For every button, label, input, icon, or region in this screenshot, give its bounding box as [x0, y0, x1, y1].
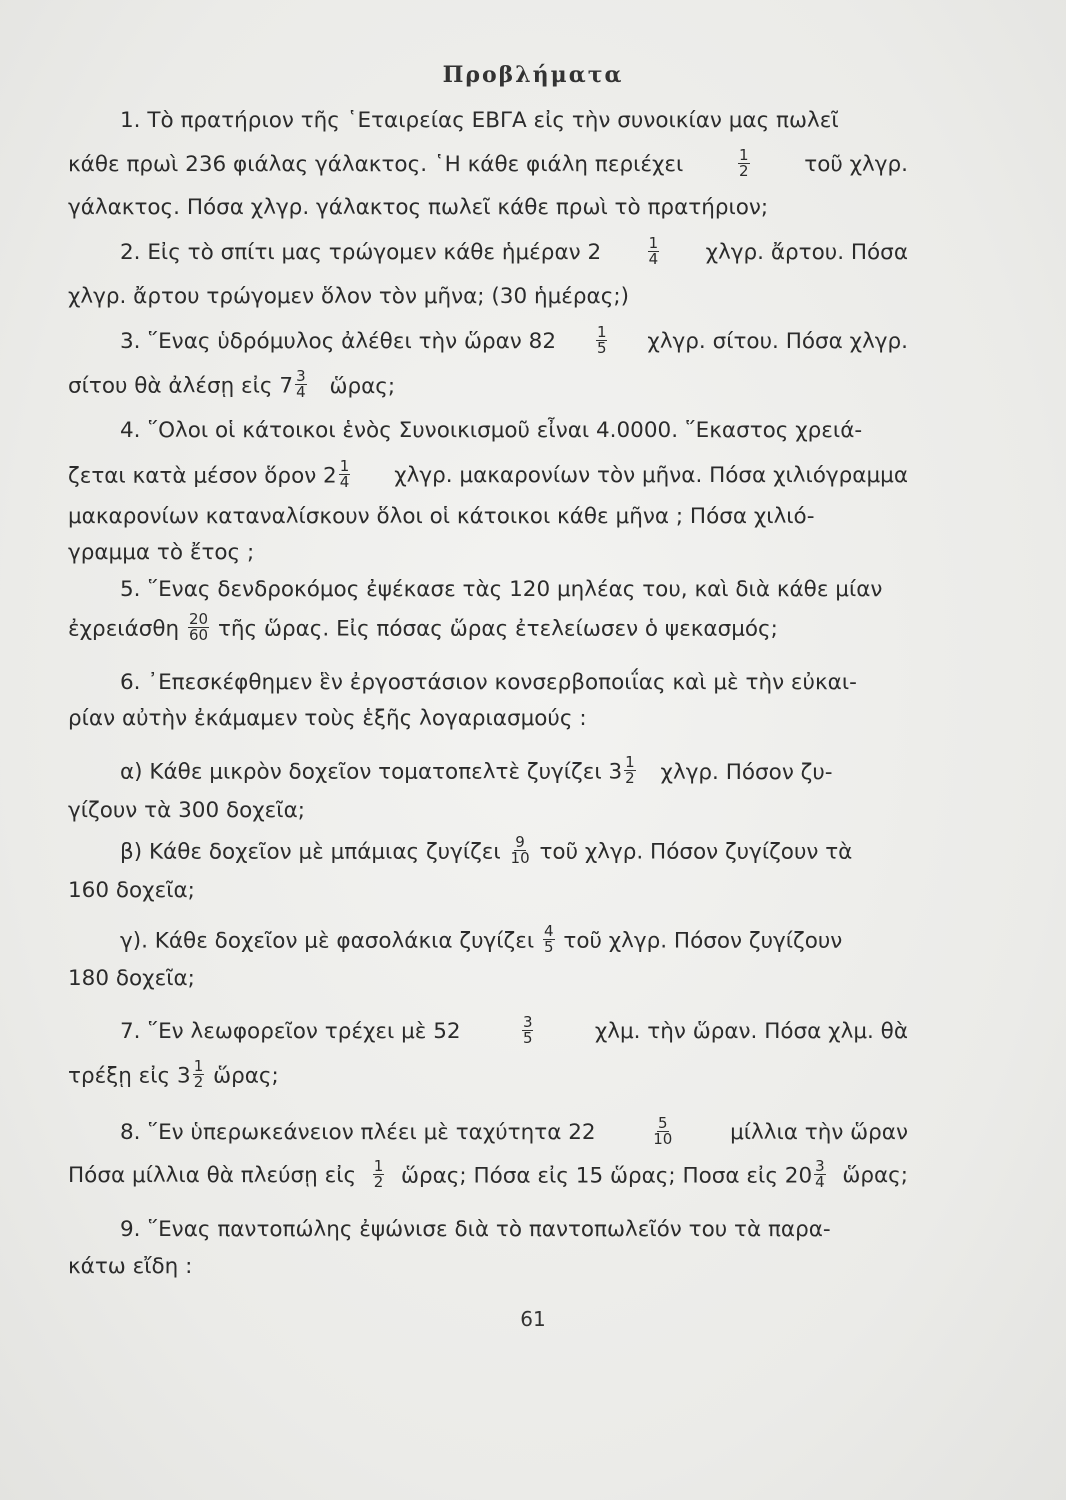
text-part: ὥρας; Πόσα εἰς 15 ὥρας; Ποσα εἰς 20 [400, 1163, 813, 1189]
fraction [295, 369, 307, 400]
text: ἐχρειάσθη [68, 616, 180, 642]
problem-5-line-2 [68, 610, 908, 645]
numerator: 1 [739, 146, 749, 164]
text: 8. ῞Εν ὑπερωκεάνειον πλέει μὲ ταχύτητα 22 [120, 1120, 596, 1145]
problem-7-line-2 [68, 1057, 908, 1092]
fraction [510, 835, 531, 866]
fraction [596, 325, 608, 356]
text: χλγρ. σίτου. Πόσα χλγρ. [647, 329, 908, 354]
denominator: 4 [815, 1173, 825, 1191]
denominator: 4 [296, 383, 306, 401]
problem-9-line-1: 9. ῞Ενας παντοπώλης ἐψώνισε διὰ τὸ παντοπωλεῖόν του τὰ παρα- [120, 1217, 831, 1242]
text [400, 1157, 828, 1192]
text: χλγρ. Πόσον ζυ- [660, 759, 833, 785]
text: τῆς ὥρας. Εἰς πόσας ὥρας ἐτελείωσεν ὁ ψεκασμός; [217, 616, 778, 642]
problem-7-line-1 [120, 1013, 908, 1048]
fraction [339, 459, 351, 490]
problem-9-line-2: κάτω εἴδη : [68, 1254, 193, 1279]
text: γ). Κάθε δοχεῖον μὲ φασολάκια ζυγίζει [120, 928, 535, 954]
problem-1-line-1: 1. Τὸ πρατήριον τῆς ῾Εταιρείας ΕΒΓΑ εἰς τὴν συνοικίαν μας πωλεῖ [120, 108, 839, 133]
denominator: 10 [653, 1130, 673, 1148]
problem-4-line-4: γραμμα τὸ ἔτος ; [68, 540, 255, 565]
text [68, 457, 352, 492]
text: ὥρας; [329, 373, 396, 399]
denominator: 10 [510, 849, 530, 867]
numerator: 1 [339, 457, 350, 475]
numerator: 3 [815, 1157, 825, 1175]
fraction [652, 1116, 673, 1147]
problem-4-line-1: 4. ῞Ολοι οἱ κάτοικοι ἑνὸς Συνοικισμοῦ εἶναι 4.0000. ῞Εκαστος χρειά- [120, 418, 863, 443]
fraction [193, 1059, 205, 1090]
text: 2. Εἰς τὸ σπίτι μας τρώγομεν κάθε ἡμέραν 2 [120, 240, 602, 265]
denominator: 5 [543, 938, 554, 956]
denominator: 5 [596, 339, 607, 357]
problem-6b-line-1 [120, 833, 908, 868]
numerator: 3 [296, 367, 306, 385]
denominator: 5 [522, 1029, 533, 1047]
numerator: 4 [543, 922, 554, 940]
denominator: 60 [189, 626, 209, 644]
fraction [543, 924, 555, 955]
page-number: 61 [520, 1307, 546, 1331]
text: Πόσα μίλλια θὰ πλεύσῃ εἰς [68, 1163, 357, 1188]
text: χλμ. τὴν ὥραν. Πόσα χλμ. θὰ [594, 1019, 908, 1044]
text: χλγρ. ἄρτου. Πόσα [705, 240, 908, 265]
fraction [188, 612, 209, 643]
text: β) Κάθε δοχεῖον μὲ μπάμιας ζυγίζει [120, 839, 501, 865]
denominator: 2 [739, 162, 749, 180]
text: α) Κάθε μικρὸν δοχεῖον τοματοπελτὲ ζυγίζει 3 [120, 759, 623, 785]
numerator: 3 [522, 1013, 533, 1031]
problem-8-line-1 [120, 1114, 908, 1149]
denominator: 2 [373, 1173, 384, 1191]
text: τοῦ χλγρ. Πόσον ζυγίζουν [563, 928, 843, 954]
numerator: 9 [515, 833, 525, 851]
numerator: 1 [648, 234, 659, 252]
problem-6c-line-1 [120, 922, 908, 957]
numerator: 1 [193, 1057, 204, 1075]
page-title: Προβλήματα [442, 62, 624, 88]
text: ὥρας; [842, 1163, 908, 1188]
numerator: 5 [658, 1114, 668, 1132]
problem-6b-line-2: 160 δοχεῖα; [68, 878, 195, 903]
text: τοῦ χλγρ. Πόσον ζυγίζουν τὰ [539, 839, 853, 865]
numerator: 20 [189, 610, 209, 628]
numerator: 1 [596, 323, 607, 341]
problem-3-line-1 [120, 323, 908, 358]
text: κάθε πρωὶ 236 φιάλας γάλακτος. ῾Η κάθε φιάλη περιέχει [68, 152, 684, 177]
problem-4-line-3: μακαρονίων καταναλίσκουν ὅλοι οἱ κάτοικοι κάθε μῆνα ; Πόσα χιλιό- [68, 504, 815, 529]
fraction [522, 1015, 534, 1046]
fraction [648, 236, 660, 267]
problem-6a-line-1 [120, 753, 908, 788]
problem-2-line-1 [120, 234, 908, 269]
text: 7. ῞Εν λεωφορεῖον τρέχει μὲ 52 [120, 1019, 461, 1044]
text: χλγρ. μακαρονίων τὸν μῆνα. Πόσα χιλιόγραμμα [394, 463, 908, 488]
problem-1-line-3: γάλακτος. Πόσα χλγρ. γάλακτος πωλεῖ κάθε πρωὶ τὸ πρατήριον; [68, 195, 769, 220]
problem-4-line-2 [68, 457, 908, 492]
numerator: 1 [625, 753, 635, 771]
text: 3. ῞Ενας ὑδρόμυλος ἀλέθει τὴν ὥραν 82 [120, 329, 557, 354]
problem-6c-line-2: 180 δοχεῖα; [68, 966, 195, 991]
problem-6a-line-2: γίζουν τὰ 300 δοχεῖα; [68, 798, 305, 823]
numerator: 1 [373, 1157, 384, 1175]
problem-6-line-2: ρίαν αὐτὴν ἐκάμαμεν τοὺς ἑξῆς λογαριασμούς : [68, 706, 587, 731]
text: μίλλια τὴν ὥραν [730, 1120, 908, 1145]
denominator: 2 [625, 769, 635, 787]
text-part: ζεται κατὰ μέσον ὅρον 2 [68, 463, 337, 489]
fraction [373, 1159, 385, 1190]
problem-6-line-1: 6. ᾿Επεσκέφθημεν ἓν ἐργοστάσιον κονσερβοποιΐας καὶ μὲ τὴν εὐκαι- [120, 670, 857, 695]
denominator: 4 [648, 250, 659, 268]
problem-5-line-1: 5. ῞Ενας δενδροκόμος ἐψέκασε τὰς 120 μηλέας του, καὶ διὰ κάθε μίαν [120, 577, 883, 602]
problem-2-line-2: χλγρ. ἄρτου τρώγομεν ὅλον τὸν μῆνα; (30 ἡμέρας;) [68, 284, 629, 309]
fraction [814, 1159, 826, 1190]
text: τοῦ χλγρ. [804, 152, 908, 177]
text: ὥρας; [213, 1063, 279, 1089]
text: σίτου θὰ ἀλέσῃ εἰς 7 [68, 373, 294, 399]
problem-1-line-2 [68, 146, 908, 181]
problem-8-line-2 [68, 1157, 908, 1192]
text: τρέξῃ εἰς 3 [68, 1063, 191, 1089]
denominator: 4 [339, 473, 350, 491]
fraction [624, 755, 636, 786]
denominator: 2 [193, 1073, 204, 1091]
problem-3-line-2 [68, 367, 908, 402]
fraction [738, 148, 750, 179]
